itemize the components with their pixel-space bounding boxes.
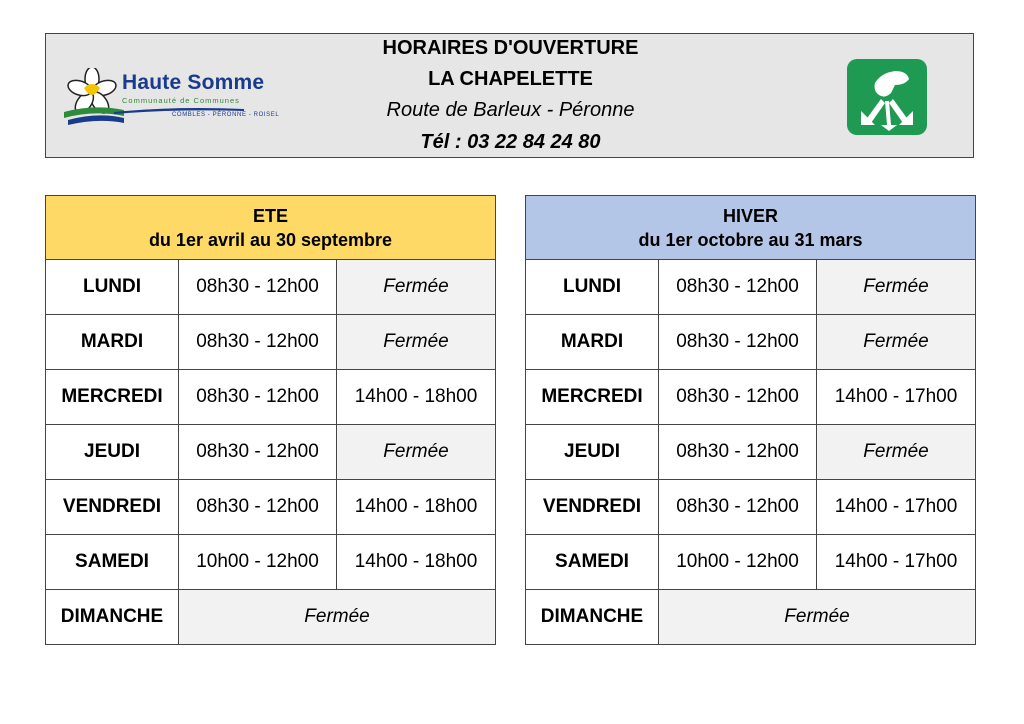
- haute-somme-logo: [64, 68, 304, 126]
- day-cell: MARDI: [46, 315, 179, 370]
- day-cell: MERCREDI: [46, 370, 179, 425]
- table-row: [46, 480, 496, 535]
- morning-cell: 08h30 - 12h00: [659, 370, 817, 425]
- day-cell: DIMANCHE: [46, 590, 179, 645]
- table-row: [46, 590, 496, 645]
- afternoon-cell: Fermée: [337, 260, 496, 315]
- day-cell: JEUDI: [526, 425, 659, 480]
- morning-cell: 08h30 - 12h00: [179, 425, 337, 480]
- afternoon-cell: Fermée: [817, 425, 976, 480]
- morning-cell: 08h30 - 12h00: [179, 315, 337, 370]
- ete-header: [46, 196, 496, 260]
- recycling-hand-icon: [847, 59, 927, 135]
- sunday-cell: Fermée: [179, 590, 496, 645]
- day-cell: SAMEDI: [526, 535, 659, 590]
- afternoon-cell: 14h00 - 18h00: [337, 535, 496, 590]
- morning-cell: 08h30 - 12h00: [659, 315, 817, 370]
- day-cell: MARDI: [526, 315, 659, 370]
- morning-cell: 08h30 - 12h00: [659, 425, 817, 480]
- morning-cell: 10h00 - 12h00: [659, 535, 817, 590]
- site-phone: Tél : 03 22 84 24 80: [420, 131, 601, 153]
- afternoon-cell: Fermée: [817, 260, 976, 315]
- hiver-title: HIVER: [722, 205, 778, 226]
- day-cell: VENDREDI: [526, 480, 659, 535]
- table-row: [46, 315, 496, 370]
- afternoon-cell: 14h00 - 17h00: [817, 480, 976, 535]
- afternoon-cell: Fermée: [817, 315, 976, 370]
- flower-icon: [64, 68, 124, 126]
- hiver-header: [526, 196, 976, 260]
- sunday-cell: Fermée: [659, 590, 976, 645]
- table-row: [526, 315, 976, 370]
- logo-towns: COMBLES - PÉRONNE - ROISEL: [172, 112, 280, 118]
- day-cell: LUNDI: [46, 260, 179, 315]
- afternoon-cell: 14h00 - 17h00: [817, 535, 976, 590]
- morning-cell: 08h30 - 12h00: [659, 260, 817, 315]
- day-cell: DIMANCHE: [526, 590, 659, 645]
- header-banner: [45, 33, 974, 158]
- hiver-schedule-table: [525, 195, 976, 645]
- table-row: [46, 260, 496, 315]
- site-address: Route de Barleux - Péronne: [386, 99, 635, 121]
- morning-cell: 10h00 - 12h00: [179, 535, 337, 590]
- logo-subtitle: Communauté de Communes: [122, 96, 240, 105]
- day-cell: SAMEDI: [46, 535, 179, 590]
- table-row: [46, 535, 496, 590]
- site-name: LA CHAPELETTE: [428, 68, 593, 90]
- morning-cell: 08h30 - 12h00: [179, 480, 337, 535]
- table-row: [526, 260, 976, 315]
- table-row: [526, 590, 976, 645]
- afternoon-cell: Fermée: [337, 315, 496, 370]
- afternoon-cell: 14h00 - 18h00: [337, 480, 496, 535]
- morning-cell: 08h30 - 12h00: [179, 370, 337, 425]
- morning-cell: 08h30 - 12h00: [659, 480, 817, 535]
- afternoon-cell: Fermée: [337, 425, 496, 480]
- day-cell: LUNDI: [526, 260, 659, 315]
- afternoon-cell: 14h00 - 18h00: [337, 370, 496, 425]
- hiver-period: du 1er octobre au 31 mars: [638, 229, 863, 250]
- day-cell: JEUDI: [46, 425, 179, 480]
- table-row: [46, 370, 496, 425]
- day-cell: MERCREDI: [526, 370, 659, 425]
- table-row: [46, 425, 496, 480]
- afternoon-cell: 14h00 - 17h00: [817, 370, 976, 425]
- page-title: HORAIRES D'OUVERTURE: [382, 37, 639, 59]
- ete-title: ETE: [252, 205, 288, 226]
- ete-schedule-table: [45, 195, 496, 645]
- morning-cell: 08h30 - 12h00: [179, 260, 337, 315]
- table-row: [526, 370, 976, 425]
- ete-period: du 1er avril au 30 septembre: [148, 229, 393, 250]
- table-row: [526, 535, 976, 590]
- table-row: [526, 480, 976, 535]
- table-row: [526, 425, 976, 480]
- day-cell: VENDREDI: [46, 480, 179, 535]
- logo-name: Haute Somme: [122, 71, 265, 94]
